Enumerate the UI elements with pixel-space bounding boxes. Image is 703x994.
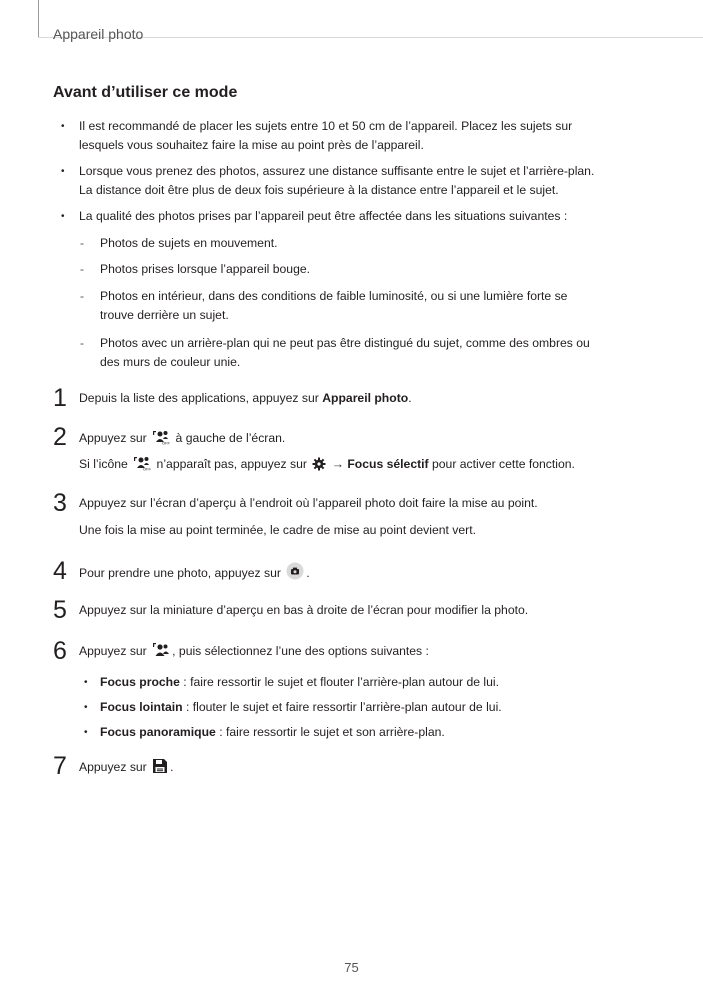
sub-item: - Photos prises lorsque l’appareil bouge. bbox=[100, 260, 645, 279]
step-number: 6 bbox=[53, 637, 67, 665]
sub-item: - Photos en intérieur, dans des conditions de faible luminosité, ou si une lumière forte se trouve derrière un sujet. bbox=[80, 289, 568, 322]
step-number: 1 bbox=[53, 384, 67, 412]
step-3-text: Appuyez sur l’écran d’aperçu à l’endroit où l’appareil photo doit faire la mise au point. bbox=[79, 496, 538, 510]
header-vertical-rule bbox=[38, 0, 39, 38]
step-7-text: Appuyez sur . bbox=[79, 758, 659, 780]
dash-marker: - bbox=[80, 336, 85, 350]
sub-item: - Photos de sujets en mouvement. bbox=[100, 234, 645, 253]
option-item: • Focus panoramique : faire ressortir le sujet et son arrière-plan. bbox=[100, 723, 645, 742]
page-number: 75 bbox=[344, 960, 359, 975]
step-number: 2 bbox=[53, 423, 67, 451]
option-item: • Focus lointain : flouter le sujet et faire ressortir l’arrière-plan autour de lui. bbox=[100, 698, 645, 717]
step-number: 4 bbox=[53, 557, 67, 585]
step-number: 3 bbox=[53, 489, 67, 517]
svg-text:OFF: OFF bbox=[143, 466, 152, 471]
dash-marker: - bbox=[80, 236, 85, 250]
step-3-note: Une fois la mise au point terminée, le cadre de mise au point devient vert. bbox=[79, 523, 476, 537]
dash-marker: - bbox=[80, 262, 85, 276]
page-header: Appareil photo bbox=[53, 26, 144, 42]
step-2-note: Si l’icône OFF n’apparaît pas, appuyez sur → Focus sélectif pour activer cette fonction. bbox=[79, 455, 659, 477]
bullet-item: • La qualité des photos prises par l’appareil peut être affectée dans les situations suivantes : bbox=[79, 207, 649, 226]
step-6-text: Appuyez sur , puis sélectionnez l’une des options suivantes : bbox=[79, 642, 659, 664]
selective-focus-off-icon bbox=[152, 429, 170, 451]
dash-marker: - bbox=[80, 289, 85, 303]
gear-icon bbox=[312, 457, 326, 477]
bullet-dot: • bbox=[61, 166, 65, 177]
step-1-text: Depuis la liste des applications, appuyez sur Appareil photo. bbox=[79, 391, 412, 405]
option-item: • Focus proche : faire ressortir le sujet et flouter l’arrière-plan autour de lui. bbox=[100, 673, 645, 692]
step-5-text: Appuyez sur la miniature d’aperçu en bas à droite de l’écran pour modifier la photo. bbox=[79, 603, 529, 617]
bullet-dot: • bbox=[84, 727, 88, 738]
camera-shutter-icon bbox=[286, 562, 304, 586]
section-title: Avant d’utiliser ce mode bbox=[53, 84, 238, 101]
bullet-item: • Il est recommandé de placer les sujets entre 10 et 50 cm de l’appareil. Placez les sujets sur lesquels vous souhaitez faire la mise au point près de l’appareil. bbox=[61, 119, 573, 152]
bullet-dot: • bbox=[84, 677, 88, 688]
selective-focus-icon bbox=[152, 642, 170, 664]
bullet-dot: • bbox=[61, 211, 65, 222]
bullet-item: • Lorsque vous prenez des photos, assurez une distance suffisante entre le sujet et l’arrière-plan. La distance doit être plus de deux fois supérieure à la distance entre l’appareil et le sujet. bbox=[61, 164, 595, 197]
step-2-text: Appuyez sur OFF à gauche de l’écran. bbox=[79, 429, 659, 451]
step-number: 5 bbox=[53, 596, 67, 624]
save-icon bbox=[152, 758, 168, 780]
sub-item: - Photos avec un arrière-plan qui ne peut pas être distingué du sujet, comme des ombres ou des murs de couleur unie. bbox=[80, 336, 590, 369]
step-number: 7 bbox=[53, 752, 67, 780]
step-4-text: Pour prendre une photo, appuyez sur . bbox=[79, 562, 659, 586]
bullet-dot: • bbox=[61, 121, 65, 132]
selective-focus-off-icon bbox=[133, 455, 151, 477]
svg-text:OFF: OFF bbox=[162, 440, 171, 445]
bullet-dot: • bbox=[84, 702, 88, 713]
